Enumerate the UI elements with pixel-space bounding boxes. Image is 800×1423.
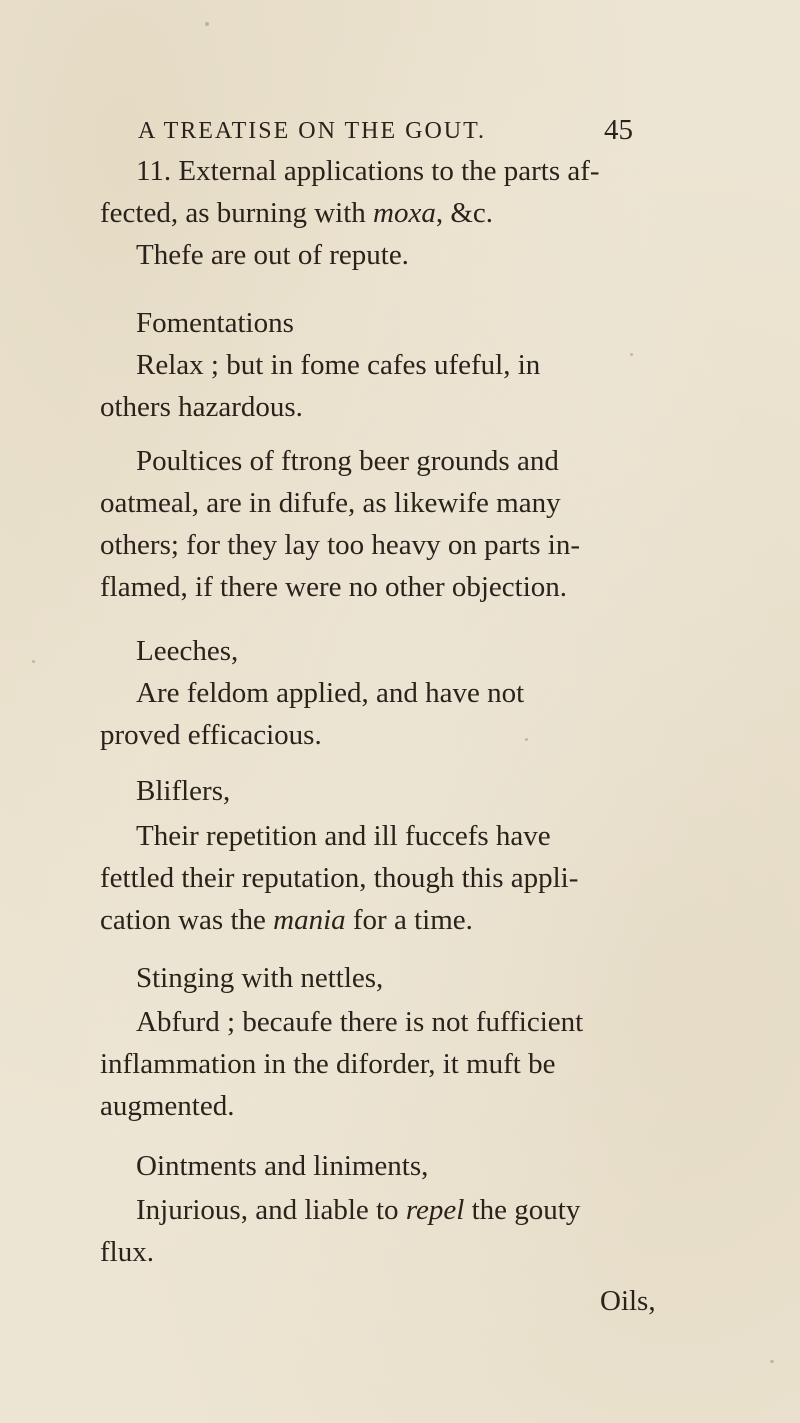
italic-word: moxa — [373, 197, 436, 229]
text-run: Poultices of ftrong beer grounds and — [136, 445, 559, 477]
paragraph-ointments-heading — [100, 1145, 720, 1187]
italic-word: repel — [405, 1194, 465, 1226]
paragraph-leeches-body — [100, 672, 720, 756]
text-run: Relax ; but in fome cafes ufeful, in — [136, 349, 541, 381]
text-run: proved efficacious. — [100, 719, 322, 751]
text-line — [100, 1085, 720, 1127]
text-run: Their repetition and ill fuccefs have — [136, 820, 551, 852]
paragraph-external-applications — [100, 150, 720, 276]
text-run: Bliflers, — [136, 775, 231, 807]
text-run: Fomentations — [136, 307, 294, 339]
text-run: Injurious, and liable to — [136, 1194, 406, 1226]
text-line — [100, 234, 720, 276]
text-line — [100, 524, 720, 566]
text-run: flux. — [100, 1236, 154, 1268]
text-run: , &c. — [435, 197, 494, 229]
text-run: augmented. — [100, 1090, 235, 1122]
text-run: others hazardous. — [100, 391, 303, 423]
paragraph-fomentations-heading — [100, 302, 720, 344]
paragraph-fomentations-body — [100, 344, 720, 428]
text-line — [100, 344, 720, 386]
text-line — [100, 1001, 720, 1043]
paragraph-nettles-heading — [100, 957, 720, 999]
text-run: Leeches, — [136, 635, 239, 667]
text-run: the gouty — [464, 1194, 581, 1226]
text-line — [100, 1043, 720, 1085]
text-line — [100, 957, 720, 999]
text-run: Ointments and liniments, — [136, 1150, 429, 1182]
text-line — [100, 630, 720, 672]
paper-speck — [525, 738, 528, 741]
paragraph-ointments-body — [100, 1189, 720, 1273]
text-line — [100, 714, 720, 756]
text-run: inflammation in the diforder, it muft be — [100, 1048, 556, 1080]
paragraph-nettles-body — [100, 1001, 720, 1127]
text-line — [100, 192, 720, 234]
text-run: flamed, if there were no other objection. — [100, 571, 568, 603]
text-run: Stinging with nettles, — [136, 962, 384, 994]
paper-speck — [32, 660, 35, 663]
page-number: 45 — [604, 114, 633, 146]
text-run: fettled their reputation, though this appli- — [100, 862, 579, 894]
paragraph-blisters-heading — [100, 770, 720, 812]
paragraph-leeches-heading — [100, 630, 720, 672]
running-title: A TREATISE ON THE GOUT. — [138, 118, 486, 144]
text-line — [100, 770, 720, 812]
text-line — [100, 1145, 720, 1187]
paper-speck — [630, 353, 633, 356]
catchword: Oils, — [600, 1285, 656, 1317]
text-line — [100, 1231, 720, 1273]
paper-speck — [770, 1360, 774, 1363]
text-line — [100, 899, 720, 941]
text-run: cation was the — [100, 904, 274, 936]
text-line — [100, 815, 720, 857]
text-line — [100, 672, 720, 714]
text-line — [100, 1189, 720, 1231]
text-line — [100, 150, 720, 192]
text-line — [100, 566, 720, 608]
italic-word: mania — [273, 904, 346, 936]
text-run: others; for they lay too heavy on parts in- — [100, 529, 580, 561]
text-line — [100, 440, 720, 482]
text-run: 11. External applications to the parts af- — [136, 155, 600, 187]
text-run: oatmeal, are in difufe, as likewife many — [100, 487, 561, 519]
text-line — [100, 386, 720, 428]
text-run: for a time. — [345, 904, 473, 936]
text-line — [100, 302, 720, 344]
text-run: Are feldom applied, and have not — [136, 677, 525, 709]
paper-speck — [205, 22, 209, 26]
text-line — [100, 482, 720, 524]
paragraph-blisters-body — [100, 815, 720, 941]
text-line — [100, 857, 720, 899]
text-run: fected, as burning with — [100, 197, 374, 229]
text-run: Thefe are out of repute. — [136, 239, 409, 271]
text-run: Abfurd ; becaufe there is not fufficient — [136, 1006, 584, 1038]
paragraph-poultices — [100, 440, 720, 608]
